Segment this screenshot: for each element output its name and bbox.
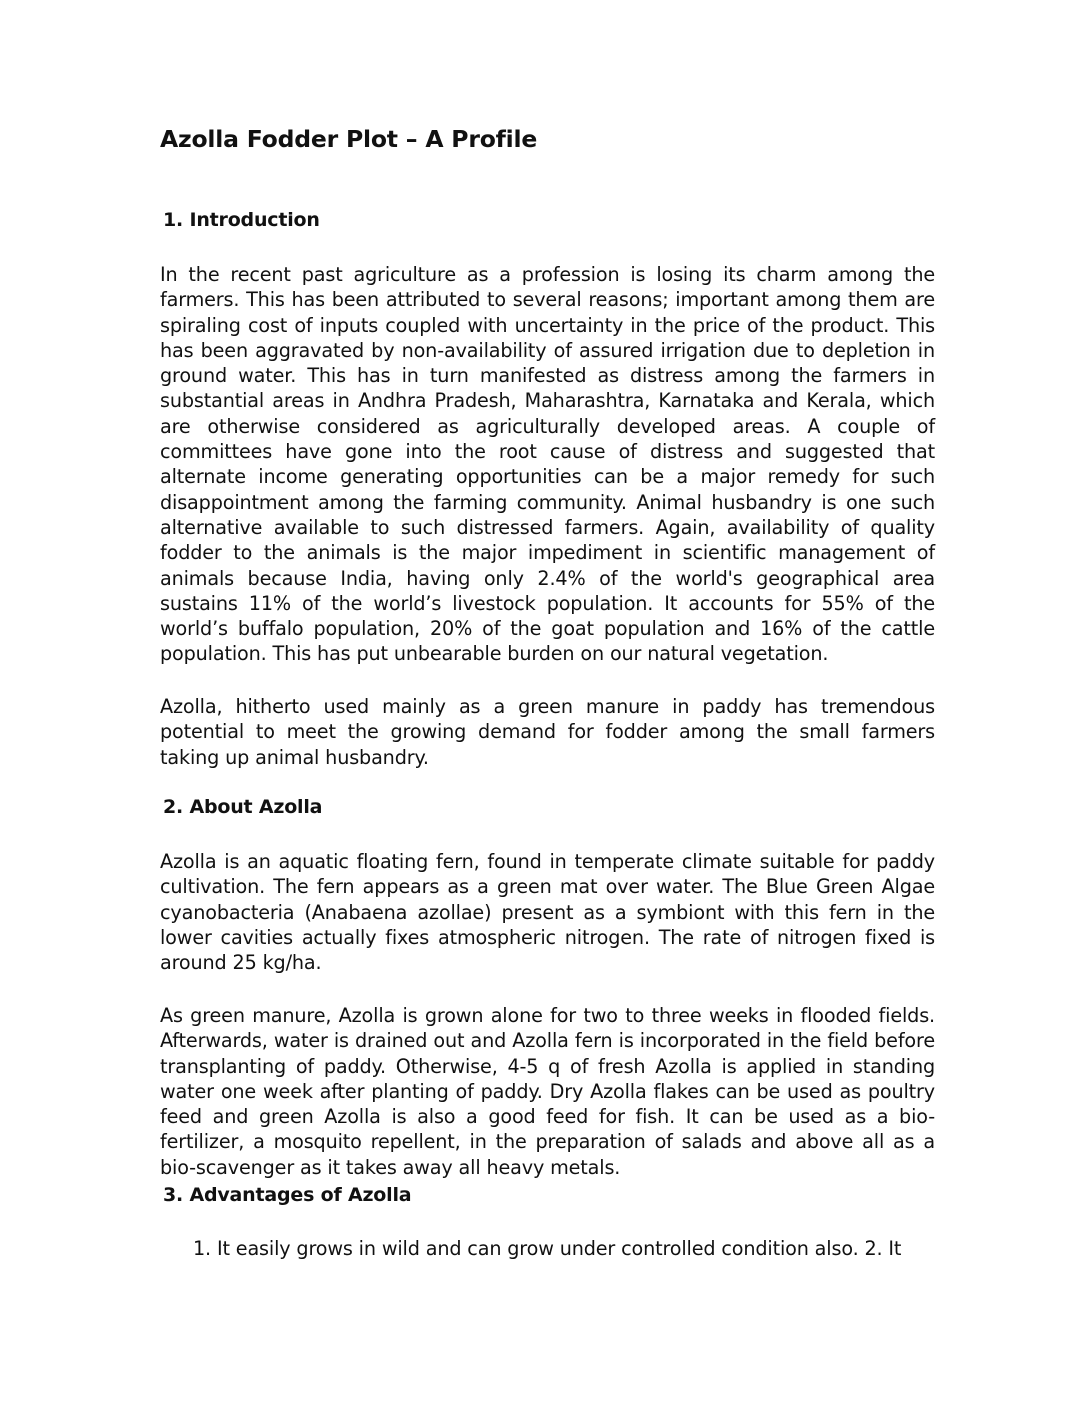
section-heading-about-azolla: 2. About Azolla — [163, 796, 323, 818]
document-title: Azolla Fodder Plot – A Profile — [160, 125, 538, 153]
about-azolla-paragraph-1: Azolla is an aquatic floating fern, found in temperate climate suitable for paddy cultivation. The fern appears as a green mat over water. The Blue Green Algae cyanobacteria (Anabaena azollae) present as a symbiont with this fern in the lower cavities actually fixes atmospheric nitrogen. The rate of nitrogen fixed is around 25 kg/ha. — [160, 850, 935, 975]
introduction-paragraph-1: In the recent past agriculture as a profession is losing its charm among the farmers. This has been attributed to several reasons; important among them are spiraling cost of inputs coupled with uncertainty in the price of the product. This has been aggravated by non-availability of assured irrigation due to depletion in ground water. This has in turn manifested as distress among the farmers in substantial areas in Andhra Pradesh, Maharashtra, Karnataka and Kerala, which are otherwise considered as agriculturally developed areas. A couple of committees have gone into the root cause of distress and suggested that alternate income generating opportunities can be a major remedy for such disappointment among the farming community. Animal husbandry is one such alternative available to such distressed farmers. Again, availability of quality fodder to the animals is the major impediment in scientific management of animals because India, having only 2.4% of the world's geographical area sustains 11% of the world’s livestock population. It accounts for 55% of the world’s buffalo population, 20% of the goat population and 16% of the cattle population. This has put unbearable burden on our natural vegetation. — [160, 263, 935, 666]
advantages-list-item: 1. It easily grows in wild and can grow under controlled condition also. 2. It — [193, 1237, 902, 1260]
introduction-paragraph-2: Azolla, hitherto used mainly as a green manure in paddy has tremendous potential to meet the growing demand for fodder among the small farmers taking up animal husbandry. — [160, 695, 935, 769]
section-heading-introduction: 1. Introduction — [163, 209, 320, 231]
section-heading-advantages: 3. Advantages of Azolla — [163, 1184, 412, 1206]
about-azolla-paragraph-2: As green manure, Azolla is grown alone for two to three weeks in flooded fields. Afterwards, water is drained out and Azolla fern is incorporated in the field before transplanting of paddy. Otherwise, 4-5 q of fresh Azolla is applied in standing water one week after planting of paddy. Dry Azolla flakes can be used as poultry feed and green Azolla is also a good feed for fish. It can be used as a bio-fertilizer, a mosquito repellent, in the preparation of salads and above all as a bio-scavenger as it takes away all heavy metals. — [160, 1004, 935, 1179]
